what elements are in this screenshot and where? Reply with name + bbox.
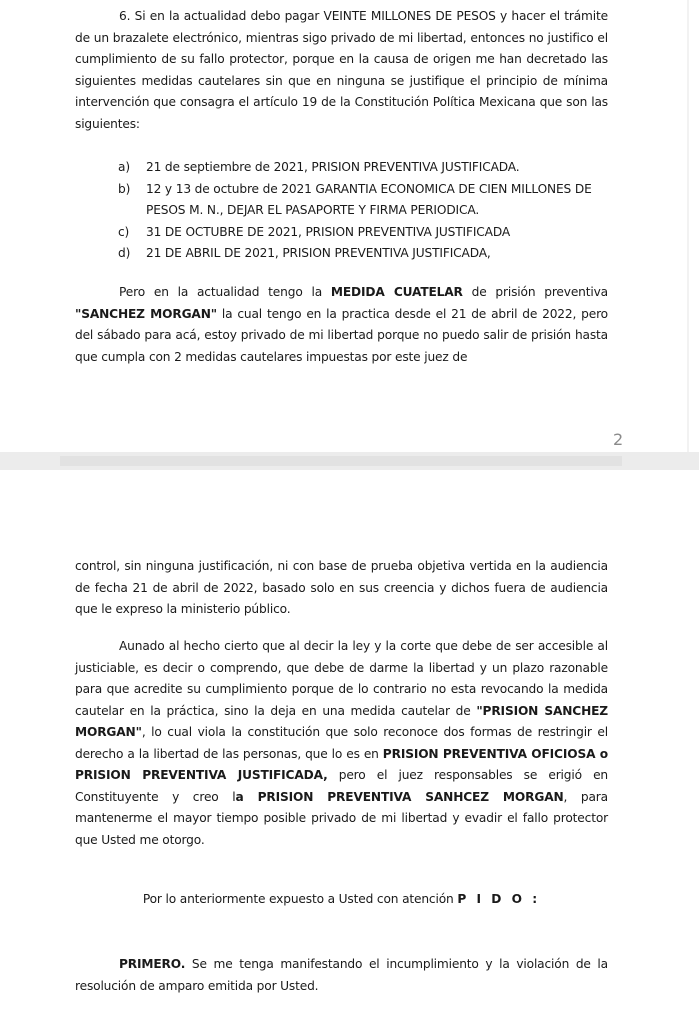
text-run: de prisión preventiva xyxy=(462,285,608,299)
list-item-text: 21 de septiembre de 2021, PRISION PREVENTIVA JUSTIFICADA. xyxy=(146,160,520,174)
bold-run: PRISION PREVENTIVA OFICIOSA o PRISION PREVENTIVA JUSTIFICADA, xyxy=(75,746,608,782)
list-item-text: 12 y 13 de octubre de 2021 GARANTIA ECONOMICA DE CIEN MILLONES DE PESOS M. N., DEJAR EL PASAPORTE Y FIRMA PERIODICA. xyxy=(146,181,592,217)
pido-word: P I D O : xyxy=(457,892,541,906)
page-separator xyxy=(0,452,699,470)
primero-label: PRIMERO. xyxy=(119,957,186,971)
text-run: pero el juez responsables se erigió en Constituyente y creo l xyxy=(75,768,608,804)
list-item xyxy=(118,157,608,179)
list-marker: d) xyxy=(118,246,131,260)
list-marker: b) xyxy=(118,181,131,196)
text-run: Pero en la actualidad tengo la xyxy=(119,285,331,299)
list-marker: c) xyxy=(118,224,130,239)
text-run: , para mantenerme el mayor tiempo posible privado de mi libertad y evadir el fallo protector que Usted me otorgo. xyxy=(75,789,608,847)
paragraph-primero xyxy=(75,954,608,997)
paragraph-6-text: 6. Si en la actualidad debo pagar VEINTE MILLONES DE PESOS y hacer el trámite de un brazalete electrónico, mientras sigo privado de mi libertad, entonces no justifico el cumplimiento de su fallo protector, porque en la causa de origen me han decretado las siguientes medidas cautelares sin que en ninguna se justifique el principio de mínima intervención que consagra el artículo 19 de la Constitución Política Mexicana que son las siguientes: xyxy=(75,9,608,131)
text-run: Aunado al hecho cierto que al decir la ley y la corte que debe de ser accesible al justiciable, es decir o comprendo, que debe de darme la libertad y un plazo razonable para que acredite su cumplimiento porque de lo contrario no esta revocando la medida cautelar en la práctica, sino la deja en una medida cautelar de xyxy=(75,639,608,718)
paragraph-control-text: control, sin ninguna justificación, ni con base de prueba objetiva vertida en la audiencia de fecha 21 de abril de 2022, basado solo en sus creencia y dichos fuera de audiencia que le expreso la ministerio público. xyxy=(75,559,608,616)
page-number: 2 xyxy=(613,430,624,449)
text-run: Se me tenga manifestando el incumplimiento y la violación de la resolución de amparo emitida por Usted. xyxy=(75,957,608,993)
list-item xyxy=(118,222,608,244)
bold-run: MEDIDA CUATELAR xyxy=(330,285,463,299)
paragraph-aunado xyxy=(75,636,608,851)
paragraph-6 xyxy=(75,6,608,135)
paragraph-control xyxy=(75,556,608,621)
bold-run: "SANCHEZ MORGAN" xyxy=(75,306,217,321)
paragraph-pero xyxy=(75,282,608,368)
scan-edge xyxy=(687,0,689,452)
list-item xyxy=(118,179,608,222)
measures-list xyxy=(118,157,608,265)
text-run: la cual tengo en la practica desde el 21 de abril de 2022, pero del sábado para acá, estoy privado de mi libertad porque no puedo salir de prisión hasta que cumpla con 2 medidas cautelares impuestas por este juez de xyxy=(75,306,608,364)
bold-run: a PRISION PREVENTIVA SANHCEZ MORGAN xyxy=(235,789,564,804)
text-run: , lo cual viola la constitución que solo reconoce dos formas de restringir el derecho a la libertad de las personas, que lo es en xyxy=(75,725,608,761)
document-page-2 xyxy=(0,470,699,1024)
list-item-text: 21 DE ABRIL DE 2021, PRISION PREVENTIVA JUSTIFICADA, xyxy=(146,246,491,260)
text-run: Por lo anteriormente expuesto a Usted con atención xyxy=(142,892,458,906)
bold-run: "PRISION SANCHEZ MORGAN" xyxy=(75,703,608,739)
paragraph-pido xyxy=(75,889,608,911)
list-marker: a) xyxy=(118,160,130,174)
list-item xyxy=(118,243,608,265)
list-item-text: 31 DE OCTUBRE DE 2021, PRISION PREVENTIVA JUSTIFICADA xyxy=(146,224,511,239)
document-page-1 xyxy=(0,0,699,452)
